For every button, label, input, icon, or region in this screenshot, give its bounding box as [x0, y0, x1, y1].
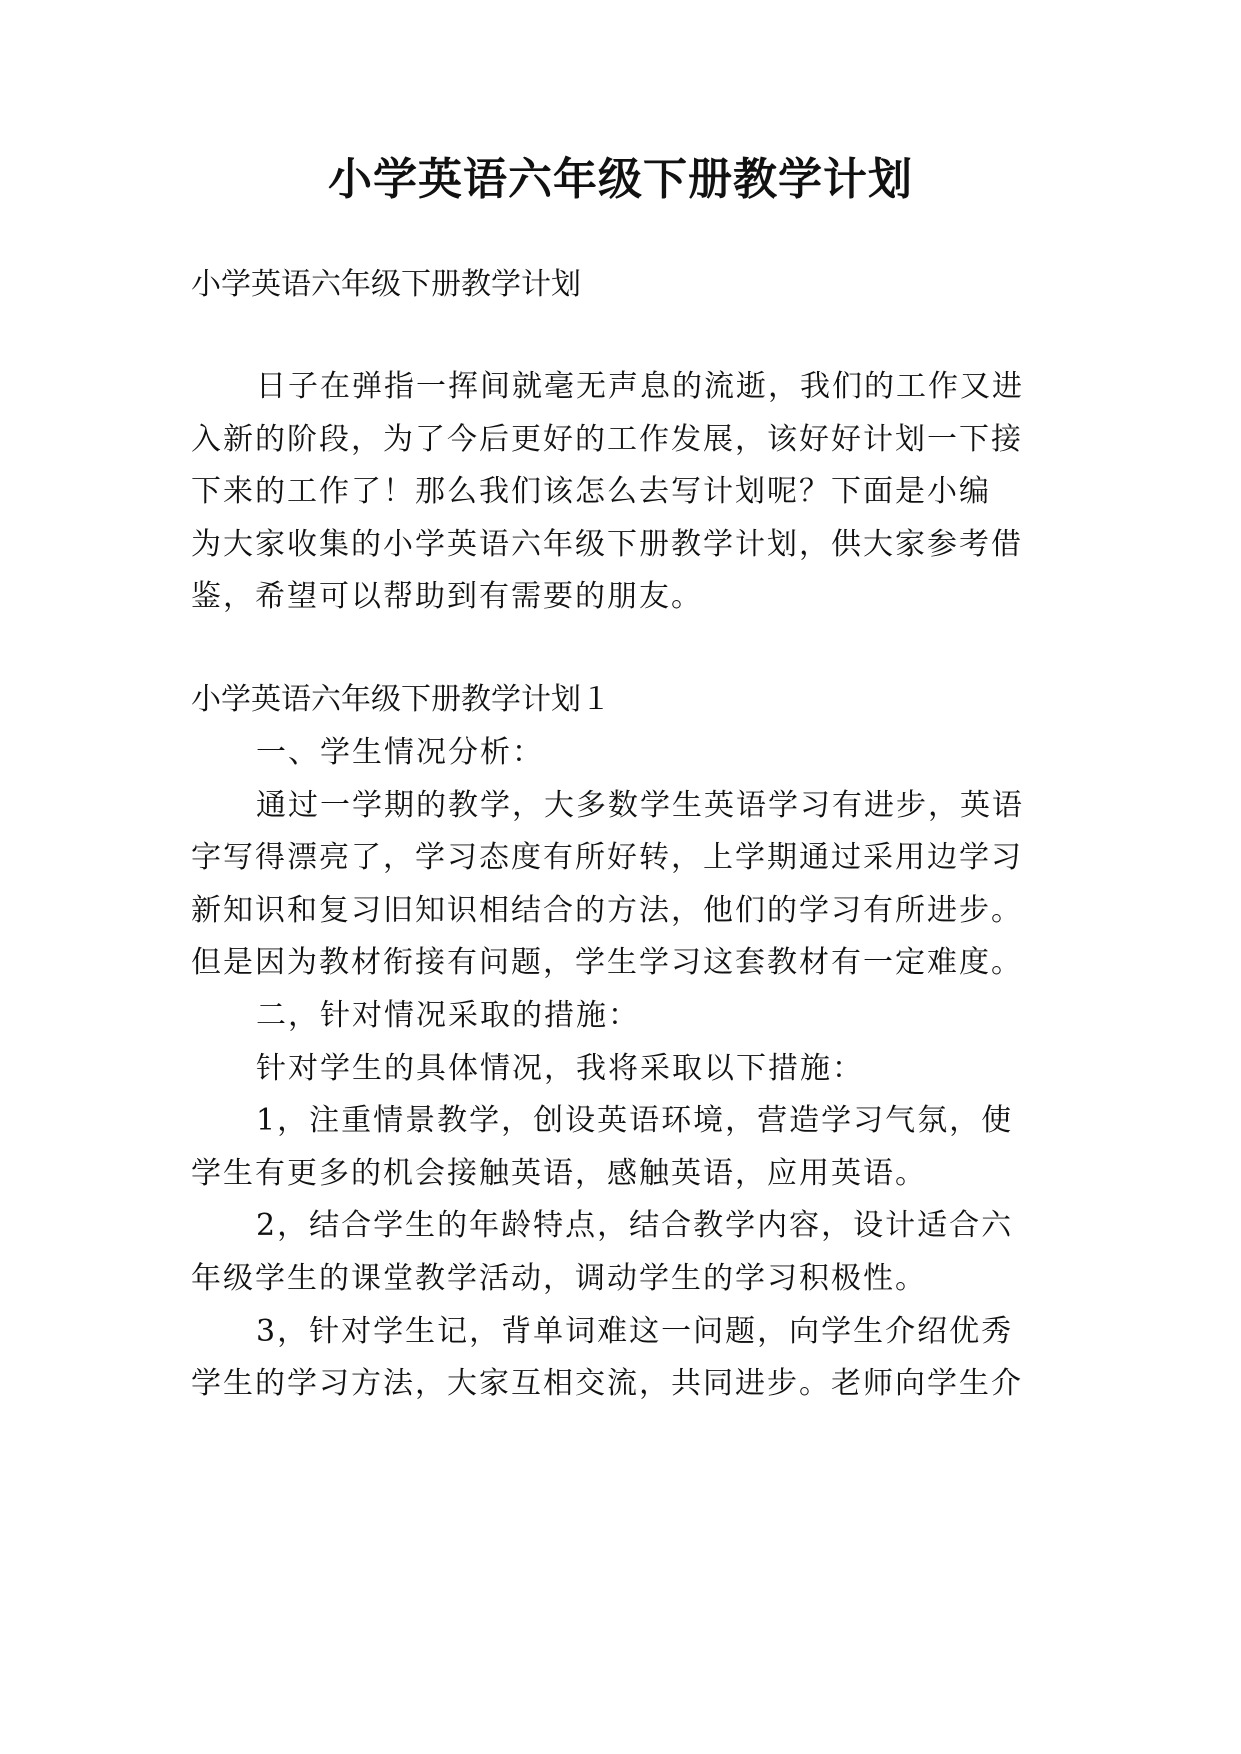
body-line: 年级学生的课堂教学活动，调动学生的学习积极性。	[191, 1261, 927, 1296]
intro-line: 日子在弹指一挥间就毫无声息的流逝，我们的工作又进	[256, 369, 1024, 404]
body-line: 学生的学习方法，大家互相交流，共同进步。老师向学生介	[191, 1366, 1023, 1401]
body-line: 通过一学期的教学，大多数学生英语学习有进步，英语	[256, 788, 1024, 823]
intro-line: 下来的工作了！那么我们该怎么去写计划呢？下面是小编	[191, 474, 991, 509]
body-line: 1，注重情景教学，创设英语环境，营造学习气氛，使	[256, 1103, 1014, 1138]
body-line: 针对学生的具体情况，我将采取以下措施：	[256, 1051, 864, 1086]
intro-line: 入新的阶段，为了今后更好的工作发展，该好好计划一下接	[191, 422, 1023, 457]
body-line: 2，结合学生的年龄特点，结合教学内容，设计适合六	[256, 1208, 1014, 1243]
body-line: 字写得漂亮了，学习态度有所好转，上学期通过采用边学习	[191, 840, 1023, 875]
body-line: 二，针对情况采取的措施：	[256, 998, 640, 1033]
body-line: 一、学生情况分析：	[256, 735, 544, 770]
body-line: 但是因为教材衔接有问题，学生学习这套教材有一定难度。	[191, 945, 1023, 980]
document-subtitle: 小学英语六年级下册教学计划	[191, 267, 581, 302]
body-line: 新知识和复习旧知识相结合的方法，他们的学习有所进步。	[191, 893, 1023, 928]
document-title: 小学英语六年级下册教学计划	[328, 154, 913, 205]
intro-line: 为大家收集的小学英语六年级下册教学计划，供大家参考借	[191, 527, 1023, 562]
section-heading: 小学英语六年级下册教学计划１	[191, 682, 611, 717]
body-line: 3，针对学生记，背单词难这一问题，向学生介绍优秀	[256, 1314, 1014, 1349]
intro-line: 鉴，希望可以帮助到有需要的朋友。	[191, 579, 703, 614]
body-line: 学生有更多的机会接触英语，感触英语，应用英语。	[191, 1156, 927, 1191]
